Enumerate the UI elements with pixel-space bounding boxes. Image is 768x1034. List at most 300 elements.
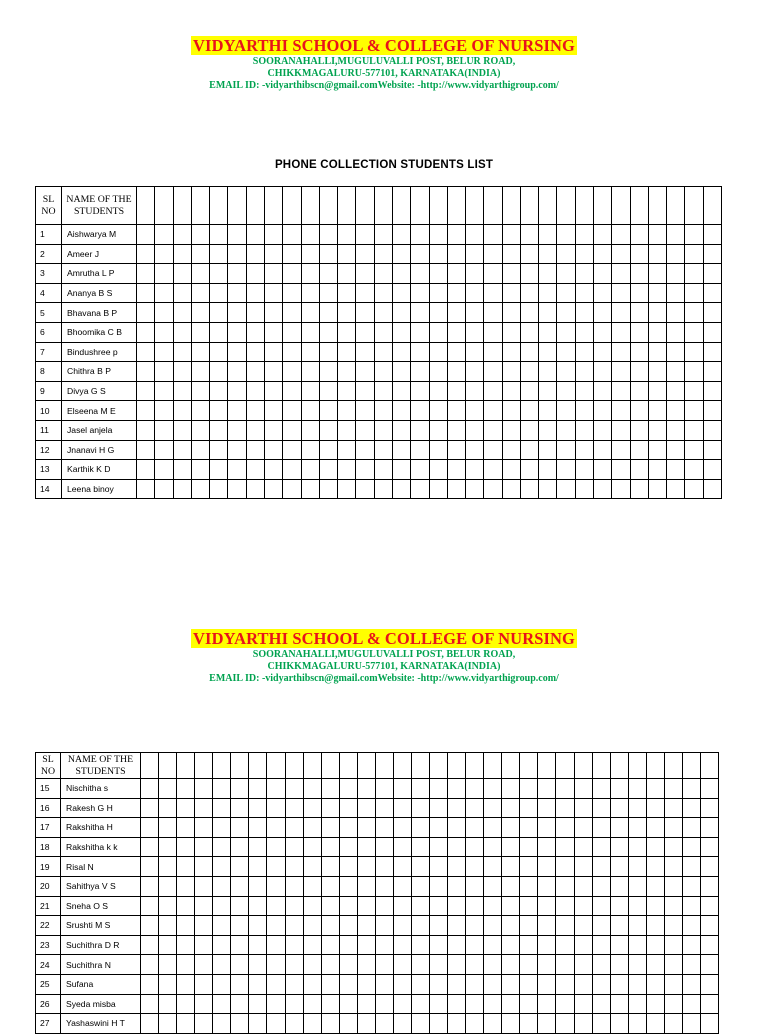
empty-header-cell [447, 187, 465, 225]
empty-cell [411, 876, 429, 896]
empty-cell [594, 342, 612, 362]
empty-cell [539, 420, 557, 440]
empty-cell [429, 362, 447, 382]
empty-cell [703, 479, 721, 499]
empty-cell [520, 876, 538, 896]
empty-cell [557, 479, 575, 499]
empty-cell [374, 303, 392, 323]
empty-cell [338, 264, 356, 284]
empty-cell [520, 322, 538, 342]
empty-cell [246, 420, 264, 440]
empty-cell [557, 322, 575, 342]
empty-cell [646, 1014, 664, 1034]
empty-cell [630, 479, 648, 499]
empty-cell [574, 994, 592, 1014]
empty-cell [538, 974, 556, 994]
empty-cell [303, 818, 321, 838]
empty-cell [430, 818, 448, 838]
empty-cell [137, 244, 155, 264]
empty-cell [630, 342, 648, 362]
empty-cell [520, 303, 538, 323]
empty-cell [374, 479, 392, 499]
empty-cell [155, 440, 173, 460]
empty-cell [646, 857, 664, 877]
empty-cell [575, 244, 593, 264]
empty-cell [283, 401, 301, 421]
empty-cell [411, 837, 429, 857]
empty-cell [700, 1014, 718, 1034]
empty-cell [319, 460, 337, 480]
student-name-cell: Nischitha s [61, 779, 141, 799]
empty-cell [667, 225, 685, 245]
empty-cell [592, 876, 610, 896]
empty-cell [267, 935, 285, 955]
empty-cell [191, 381, 209, 401]
empty-cell [339, 818, 357, 838]
empty-cell [703, 440, 721, 460]
empty-cell [502, 264, 520, 284]
empty-cell [141, 857, 159, 877]
empty-cell [393, 955, 411, 975]
empty-cell [141, 837, 159, 857]
empty-cell [628, 779, 646, 799]
empty-cell [612, 440, 630, 460]
empty-cell [502, 876, 520, 896]
empty-cell [319, 420, 337, 440]
empty-header-cell [520, 753, 538, 779]
empty-cell [502, 974, 520, 994]
empty-cell [520, 225, 538, 245]
empty-cell [539, 322, 557, 342]
empty-cell [231, 857, 249, 877]
empty-cell [392, 420, 410, 440]
empty-cell [411, 303, 429, 323]
empty-cell [283, 244, 301, 264]
student-name-cell: Leena binoy [62, 479, 137, 499]
empty-cell [159, 837, 177, 857]
table-row [36, 896, 719, 916]
empty-cell [557, 283, 575, 303]
empty-cell [628, 896, 646, 916]
empty-cell [484, 440, 502, 460]
empty-cell [592, 1014, 610, 1034]
empty-cell [466, 798, 484, 818]
empty-cell [137, 322, 155, 342]
empty-cell [338, 381, 356, 401]
empty-cell [177, 955, 195, 975]
empty-cell [321, 974, 339, 994]
empty-cell [574, 779, 592, 799]
empty-cell [685, 264, 703, 284]
sl-no-cell: 25 [36, 974, 61, 994]
empty-cell [264, 322, 282, 342]
empty-cell [556, 857, 574, 877]
empty-cell [177, 818, 195, 838]
empty-cell [339, 837, 357, 857]
empty-cell [592, 994, 610, 1014]
empty-cell [267, 818, 285, 838]
empty-cell [575, 381, 593, 401]
empty-cell [357, 1014, 375, 1034]
empty-header-cell [448, 753, 466, 779]
empty-cell [685, 479, 703, 499]
table-row [36, 283, 722, 303]
empty-header-cell [339, 753, 357, 779]
empty-cell [557, 244, 575, 264]
empty-cell [191, 303, 209, 323]
empty-cell [430, 974, 448, 994]
empty-cell [430, 837, 448, 857]
empty-cell [448, 837, 466, 857]
empty-cell [195, 916, 213, 936]
empty-header-cell [685, 187, 703, 225]
empty-cell [502, 283, 520, 303]
empty-cell [338, 342, 356, 362]
empty-cell [155, 342, 173, 362]
empty-cell [301, 322, 319, 342]
table-row [36, 837, 719, 857]
student-name-cell: Sufana [61, 974, 141, 994]
empty-cell [466, 955, 484, 975]
empty-cell [592, 974, 610, 994]
empty-cell [703, 460, 721, 480]
empty-cell [646, 779, 664, 799]
empty-cell [319, 362, 337, 382]
empty-cell [539, 460, 557, 480]
empty-cell [646, 896, 664, 916]
empty-cell [700, 916, 718, 936]
empty-cell [610, 837, 628, 857]
empty-cell [612, 362, 630, 382]
empty-cell [610, 955, 628, 975]
table-row [36, 857, 719, 877]
empty-header-cell [556, 753, 574, 779]
empty-cell [267, 837, 285, 857]
empty-cell [357, 955, 375, 975]
empty-cell [357, 974, 375, 994]
empty-cell [575, 225, 593, 245]
empty-cell [502, 322, 520, 342]
empty-cell [137, 342, 155, 362]
empty-cell [574, 818, 592, 838]
empty-cell [520, 244, 538, 264]
empty-cell [338, 303, 356, 323]
empty-cell [249, 955, 267, 975]
empty-cell [393, 994, 411, 1014]
empty-cell [646, 994, 664, 1014]
empty-cell [285, 896, 303, 916]
empty-cell [375, 935, 393, 955]
empty-cell [466, 974, 484, 994]
empty-cell [393, 896, 411, 916]
empty-cell [430, 798, 448, 818]
sl-no-cell: 27 [36, 1014, 61, 1034]
empty-cell [448, 955, 466, 975]
empty-cell [375, 916, 393, 936]
empty-header-cell [703, 187, 721, 225]
table-row [36, 420, 722, 440]
empty-cell [429, 264, 447, 284]
empty-cell [484, 818, 502, 838]
empty-cell [520, 974, 538, 994]
empty-cell [228, 225, 246, 245]
empty-cell [484, 896, 502, 916]
empty-cell [264, 362, 282, 382]
letterhead-bottom [0, 629, 768, 684]
empty-cell [520, 955, 538, 975]
empty-cell [137, 479, 155, 499]
empty-cell [392, 362, 410, 382]
student-name-cell: Chithra B P [62, 362, 137, 382]
empty-header-cell [228, 187, 246, 225]
table-row [36, 225, 722, 245]
empty-header-cell [321, 753, 339, 779]
empty-cell [594, 479, 612, 499]
empty-cell [411, 974, 429, 994]
sl-no-cell: 26 [36, 994, 61, 1014]
empty-cell [177, 935, 195, 955]
sl-no-cell: 17 [36, 818, 61, 838]
sl-no-cell: 12 [36, 440, 62, 460]
empty-cell [191, 225, 209, 245]
empty-cell [703, 362, 721, 382]
empty-cell [141, 779, 159, 799]
empty-cell [610, 896, 628, 916]
student-name-cell: Bhavana B P [62, 303, 137, 323]
empty-cell [682, 974, 700, 994]
empty-cell [338, 420, 356, 440]
empty-cell [393, 974, 411, 994]
empty-cell [177, 1014, 195, 1034]
empty-cell [630, 401, 648, 421]
table-row [36, 974, 719, 994]
empty-cell [447, 322, 465, 342]
empty-header-cell [141, 753, 159, 779]
empty-cell [155, 225, 173, 245]
empty-cell [682, 935, 700, 955]
empty-cell [575, 401, 593, 421]
empty-cell [177, 798, 195, 818]
empty-cell [283, 381, 301, 401]
empty-cell [574, 1014, 592, 1034]
empty-cell [448, 857, 466, 877]
empty-cell [484, 244, 502, 264]
student-name-cell: Karthik K D [62, 460, 137, 480]
empty-cell [246, 362, 264, 382]
empty-cell [303, 798, 321, 818]
student-name-cell: Rakesh G H [61, 798, 141, 818]
empty-cell [264, 342, 282, 362]
empty-cell [267, 916, 285, 936]
empty-cell [319, 264, 337, 284]
empty-cell [137, 303, 155, 323]
empty-cell [210, 460, 228, 480]
empty-cell [484, 460, 502, 480]
empty-cell [610, 935, 628, 955]
sl-no-cell: 23 [36, 935, 61, 955]
empty-header-cell [429, 187, 447, 225]
empty-header-cell [155, 187, 173, 225]
empty-cell [356, 264, 374, 284]
empty-cell [338, 440, 356, 460]
empty-cell [159, 1014, 177, 1034]
empty-cell [301, 362, 319, 382]
empty-header-cell [301, 187, 319, 225]
empty-cell [484, 916, 502, 936]
empty-cell [484, 974, 502, 994]
empty-cell [392, 283, 410, 303]
empty-header-cell [502, 187, 520, 225]
empty-cell [173, 440, 191, 460]
sl-no-cell: 7 [36, 342, 62, 362]
empty-cell [392, 401, 410, 421]
sl-no-cell: 22 [36, 916, 61, 936]
empty-cell [520, 896, 538, 916]
empty-cell [210, 381, 228, 401]
empty-cell [539, 362, 557, 382]
empty-cell [338, 244, 356, 264]
empty-cell [612, 303, 630, 323]
empty-header-cell [612, 187, 630, 225]
empty-cell [648, 322, 666, 342]
empty-cell [700, 974, 718, 994]
empty-cell [264, 225, 282, 245]
empty-cell [303, 837, 321, 857]
empty-cell [575, 362, 593, 382]
empty-cell [303, 935, 321, 955]
empty-cell [502, 479, 520, 499]
empty-cell [664, 994, 682, 1014]
empty-cell [648, 420, 666, 440]
empty-cell [700, 857, 718, 877]
empty-cell [502, 798, 520, 818]
empty-cell [557, 420, 575, 440]
empty-cell [630, 264, 648, 284]
empty-cell [137, 225, 155, 245]
empty-cell [484, 935, 502, 955]
empty-cell [191, 420, 209, 440]
empty-cell [703, 264, 721, 284]
empty-cell [466, 401, 484, 421]
empty-cell [141, 798, 159, 818]
empty-cell [319, 303, 337, 323]
empty-cell [159, 857, 177, 877]
empty-cell [285, 818, 303, 838]
empty-cell [520, 362, 538, 382]
empty-cell [264, 420, 282, 440]
empty-header-cell [520, 187, 538, 225]
empty-cell [213, 955, 231, 975]
empty-cell [502, 420, 520, 440]
empty-cell [285, 857, 303, 877]
empty-header-cell [592, 753, 610, 779]
empty-cell [246, 225, 264, 245]
empty-cell [556, 837, 574, 857]
empty-cell [664, 955, 682, 975]
empty-cell [575, 420, 593, 440]
table-row [36, 818, 719, 838]
empty-cell [191, 479, 209, 499]
empty-cell [628, 974, 646, 994]
empty-cell [195, 896, 213, 916]
empty-cell [539, 401, 557, 421]
empty-cell [703, 303, 721, 323]
empty-cell [685, 225, 703, 245]
empty-cell [466, 264, 484, 284]
empty-cell [502, 401, 520, 421]
empty-cell [610, 798, 628, 818]
empty-cell [356, 362, 374, 382]
empty-cell [231, 818, 249, 838]
empty-cell [575, 322, 593, 342]
empty-cell [685, 342, 703, 362]
empty-cell [213, 837, 231, 857]
school-name: VIDYARTHI SCHOOL & COLLEGE OF NURSING [193, 36, 575, 55]
empty-cell [700, 837, 718, 857]
empty-cell [283, 225, 301, 245]
empty-cell [646, 798, 664, 818]
empty-cell [664, 857, 682, 877]
empty-cell [213, 857, 231, 877]
empty-cell [246, 401, 264, 421]
empty-cell [374, 342, 392, 362]
empty-cell [249, 837, 267, 857]
empty-cell [502, 460, 520, 480]
empty-cell [411, 798, 429, 818]
empty-cell [664, 779, 682, 799]
empty-cell [700, 779, 718, 799]
empty-cell [574, 798, 592, 818]
address-line-2: CHIKKMAGALURU-577101, KARNATAKA(INDIA) [267, 660, 501, 672]
empty-cell [429, 342, 447, 362]
empty-cell [557, 225, 575, 245]
empty-cell [520, 342, 538, 362]
empty-cell [210, 264, 228, 284]
empty-cell [574, 857, 592, 877]
empty-header-cell [231, 753, 249, 779]
empty-cell [285, 798, 303, 818]
empty-cell [267, 779, 285, 799]
empty-cell [664, 798, 682, 818]
empty-cell [249, 994, 267, 1014]
empty-cell [374, 322, 392, 342]
empty-cell [685, 381, 703, 401]
empty-cell [630, 381, 648, 401]
empty-cell [628, 955, 646, 975]
empty-cell [338, 322, 356, 342]
student-name-cell: Ananya B S [62, 283, 137, 303]
table-row [36, 916, 719, 936]
empty-cell [682, 837, 700, 857]
empty-cell [429, 244, 447, 264]
empty-cell [592, 935, 610, 955]
empty-cell [177, 974, 195, 994]
empty-cell [484, 479, 502, 499]
empty-cell [356, 225, 374, 245]
empty-cell [155, 244, 173, 264]
empty-cell [664, 935, 682, 955]
empty-cell [191, 440, 209, 460]
address-line-2: CHIKKMAGALURU-577101, KARNATAKA(INDIA) [267, 67, 501, 79]
empty-cell [137, 264, 155, 284]
empty-cell [556, 935, 574, 955]
empty-cell [703, 283, 721, 303]
empty-cell [191, 322, 209, 342]
empty-cell [301, 460, 319, 480]
empty-cell [667, 440, 685, 460]
empty-cell [502, 225, 520, 245]
empty-cell [667, 362, 685, 382]
